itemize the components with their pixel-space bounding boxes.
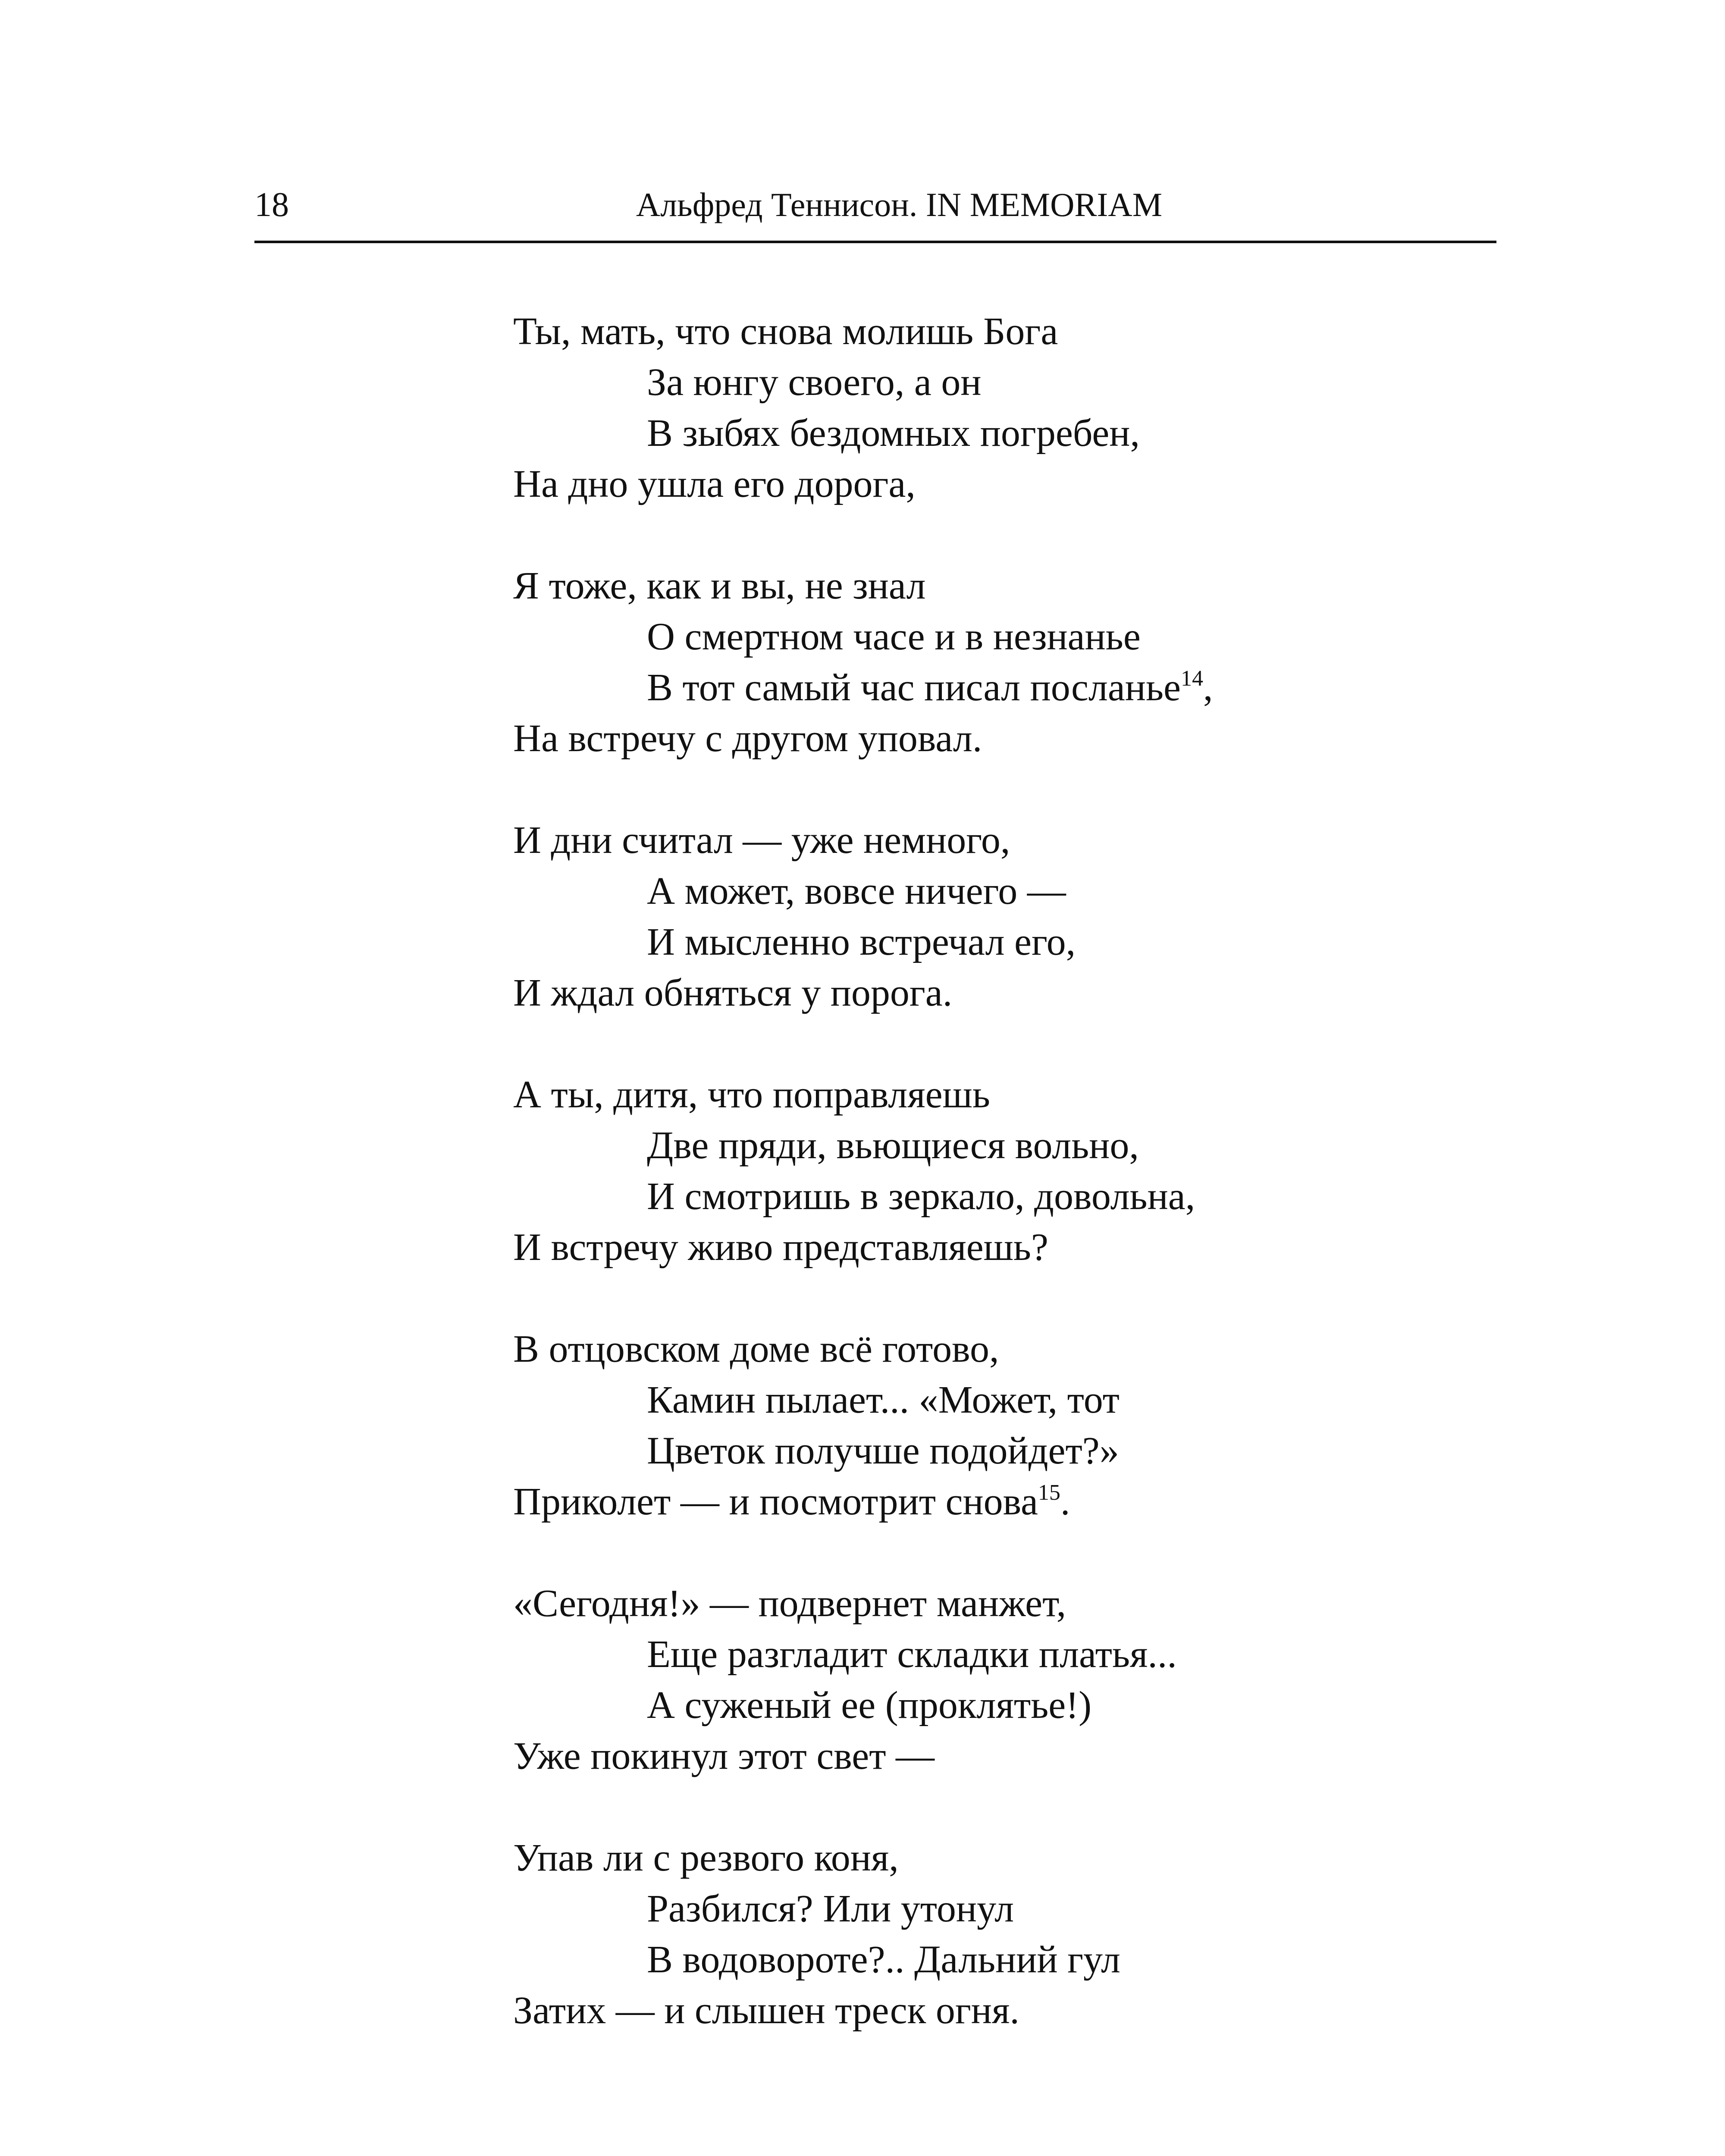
poem-line: В водовороте?.. Дальний гул	[647, 1938, 1120, 1981]
poem-line: Камин пылает... «Может, тот	[647, 1379, 1120, 1421]
poem-line: Уже покинул этот свет —	[513, 1735, 935, 1777]
running-title: Альфред Теннисон. IN MEMORIAM	[636, 186, 1163, 223]
poem-line-text: Приколет — и посмотрит снова	[513, 1480, 1038, 1523]
poem	[513, 306, 1505, 2087]
stanza-7	[513, 1833, 1505, 2087]
stanza-5	[513, 1324, 1505, 1578]
poem-line: О смертном часе и в незнанье	[647, 615, 1141, 658]
poem-line: «Сегодня!» — подвернет манжет,	[513, 1582, 1066, 1625]
stanza-3	[513, 815, 1505, 1069]
poem-line: А может, вовсе ничего —	[647, 870, 1066, 912]
poem-line: На дно ушла его дорога,	[513, 463, 916, 505]
stanza-4	[513, 1069, 1505, 1324]
stanza-1	[513, 306, 1505, 561]
line-punctuation: .	[1060, 1480, 1070, 1523]
poem-line: Еще разгладит складки платья...	[647, 1633, 1177, 1676]
poem-line: Упав ли с резвого коня,	[513, 1836, 899, 1879]
poem-line: Две пряди, вьющиеся вольно,	[647, 1124, 1139, 1167]
footnote-marker: 14	[1180, 666, 1203, 691]
header-rule	[254, 241, 1496, 243]
poem-line: И встречу живо представляешь?	[513, 1226, 1048, 1269]
poem-line: На встречу с другом уповал.	[513, 717, 982, 760]
poem-line: Разбился? Или утонул	[647, 1887, 1014, 1930]
poem-line: Цветок получше подойдет?»	[647, 1429, 1119, 1472]
poem-line-with-footnote	[513, 662, 1505, 713]
poem-line: В отцовском доме всё готово,	[513, 1328, 999, 1370]
poem-line-with-footnote	[513, 1476, 1505, 1527]
poem-line: За юнгу своего, а он	[647, 361, 982, 404]
poem-line: А суженый ее (проклятье!)	[647, 1684, 1092, 1727]
line-punctuation: ,	[1203, 666, 1213, 709]
page-number: 18	[254, 186, 289, 224]
poem-line: Затих — и слышен треск огня.	[513, 1989, 1019, 2032]
poem-line: Ты, мать, что снова молишь Бога	[513, 310, 1058, 353]
running-head	[254, 181, 1496, 229]
poem-line: И ждал обняться у порога.	[513, 971, 953, 1014]
poem-line-text: В тот самый час писал посланье	[647, 666, 1181, 709]
poem-line: И мысленно встречал его,	[647, 921, 1076, 963]
poem-line: И дни считал — уже немного,	[513, 819, 1010, 862]
poem-line: А ты, дитя, что поправляешь	[513, 1073, 990, 1116]
poem-line: Я тоже, как и вы, не знал	[513, 564, 926, 607]
stanza-6	[513, 1578, 1505, 1833]
footnote-marker: 15	[1038, 1480, 1060, 1505]
stanza-2	[513, 561, 1505, 815]
poem-line: В зыбях бездомных погребен,	[647, 412, 1140, 454]
poem-line: И смотришь в зеркало, довольна,	[647, 1175, 1195, 1218]
